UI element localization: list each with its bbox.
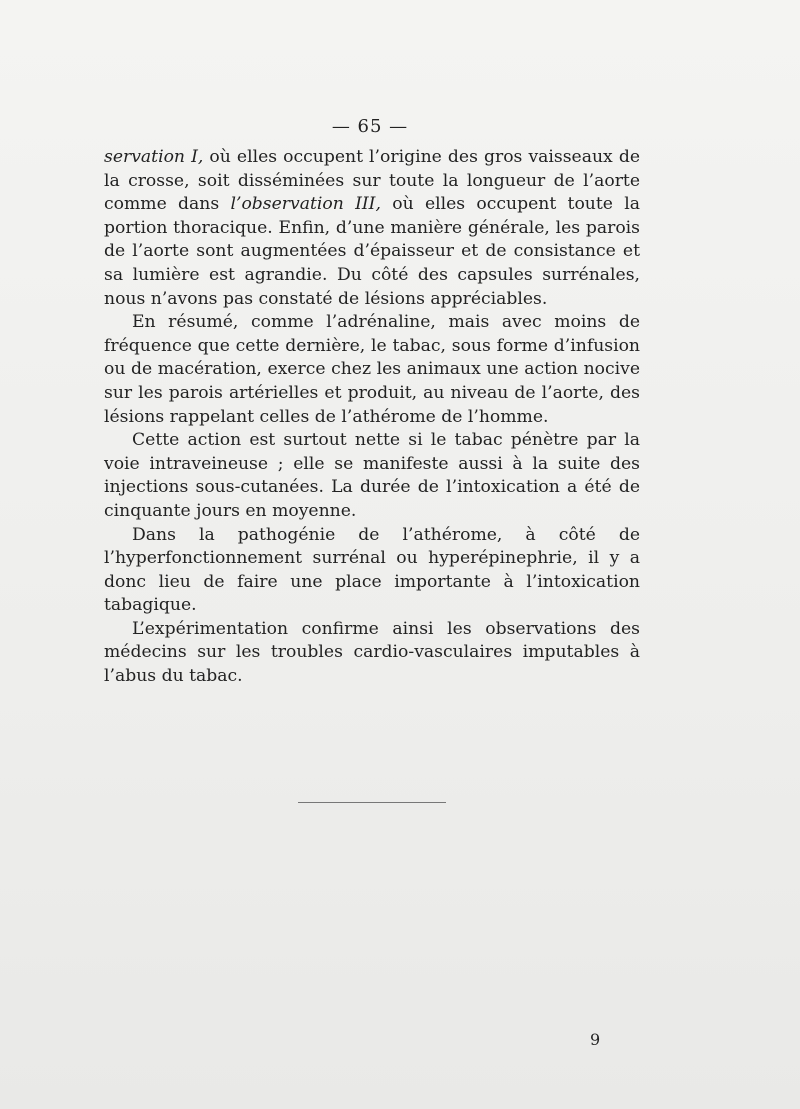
- paragraph-1-text-d: où elles occupent toute la portion thoracique. Enfin, d’une manière générale, les parois de l’aorte sont augmentées d’épaisseur et de consistance et sa lumière est agrandie. Du côté des capsules surrénales, nous n’avons pas constaté de lésions appréciables.: [104, 194, 641, 309]
- paragraph-1: [104, 146, 640, 311]
- paragraph-1-text-b: où elles occupent l’origine des gros vaisseaux de la crosse, soit disséminées sur toute la longueur de l’aorte comme dans: [104, 147, 640, 215]
- paragraph-4: Dans la pathogénie de l’athérome, à côté de l’hyperfonctionnement surrénal ou hyperépinephrie, il y a donc lieu de faire une place importante à l’intoxication tabagique.: [104, 524, 640, 616]
- paragraph-3: Cette action est surtout nette si le tabac pénètre par la voie intraveineuse ; elle se manifeste aussi à la suite des injections sous-cutanées. La durée de l’intoxication a été de cinquante jours en moyenne.: [104, 430, 640, 521]
- page-number: — 65 —: [331, 116, 409, 137]
- signature-mark: 9: [590, 1030, 601, 1049]
- paragraph-5: L’expérimentation confirme ainsi les observations des médecins sur les troubles cardio-vasculaires imputables à l’abus du tabac.: [104, 618, 640, 687]
- section-divider: [298, 802, 446, 803]
- body-text: [104, 146, 640, 689]
- paragraph-1-italic-a: servation I,: [104, 147, 204, 167]
- paragraph-2: En résumé, comme l’adrénaline, mais avec moins de fréquence que cette dernière, le tabac, sous forme d’infusion ou de macération, exerce chez les animaux une action nocive sur les parois artérielles et produit, au niveau de l’aorte, des lésions rappelant celles de l’athérome de l’homme.: [104, 312, 640, 427]
- paragraph-1-italic-c: l’observation III,: [230, 194, 381, 215]
